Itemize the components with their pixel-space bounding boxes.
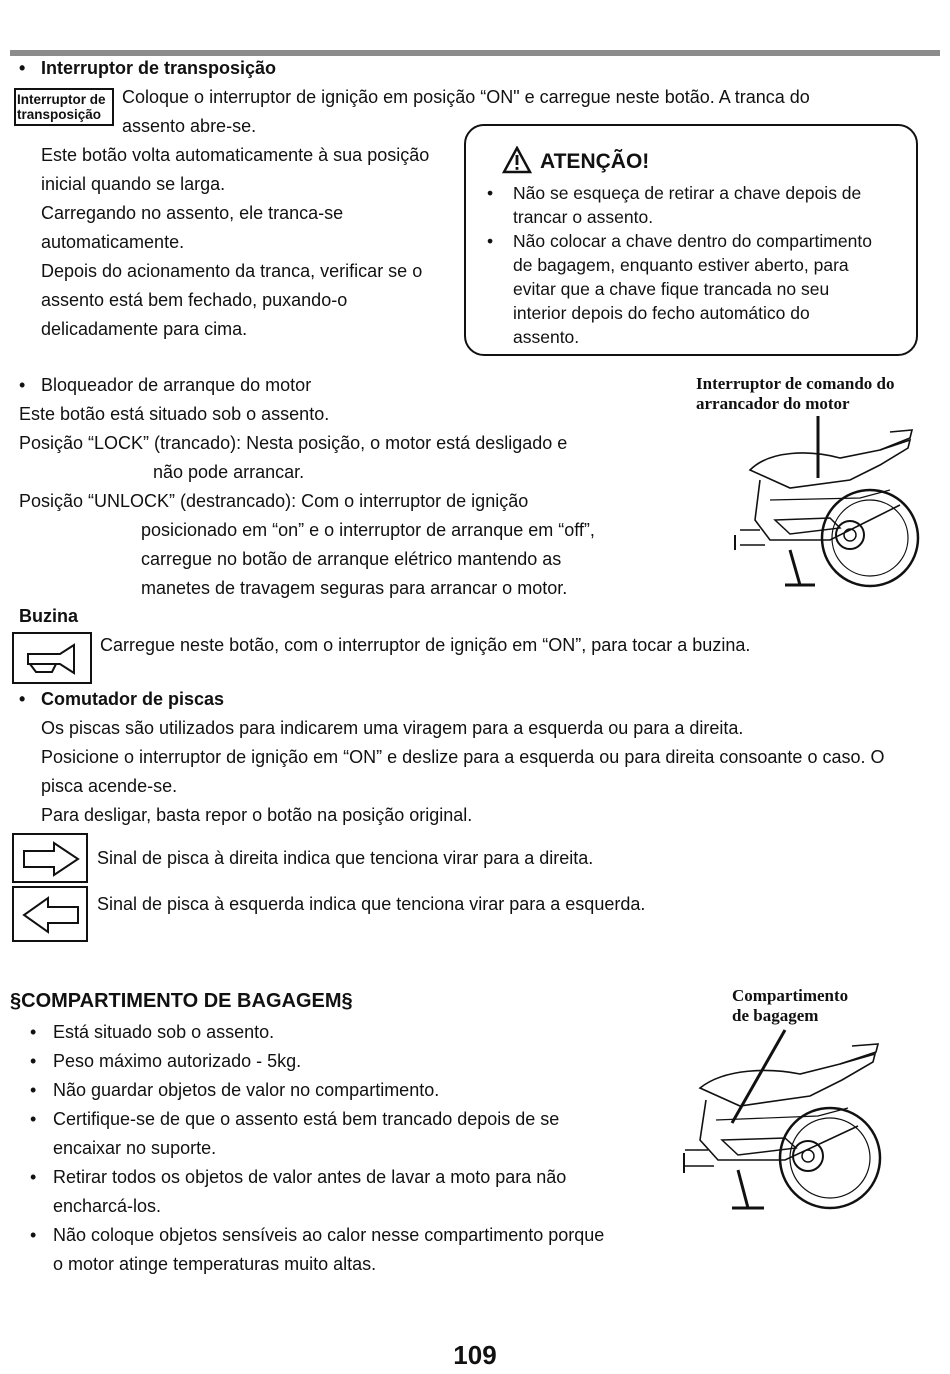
starter-figure-caption-1: Interruptor de comando do [696,374,895,393]
warning-line: Não colocar a chave dentro do compartimento [513,231,872,251]
text-line: Para desligar, basta repor o botão na posição original. [41,805,473,825]
text-line: Carregando no assento, ele tranca-se [41,203,344,223]
text-line: pisca acende-se. [41,776,178,796]
horn-heading: Buzina [19,606,79,626]
warning-bullet: • [487,183,494,203]
luggage-bullet: • [30,1080,37,1100]
warning-line: Não se esqueça de retirar a chave depois de [513,183,862,203]
text-line: manetes de travagem seguras para arrancar o motor. [141,578,568,598]
warning-title: ATENÇÃO! [540,150,650,173]
left-arrow-icon-box [12,886,88,942]
text-line: Coloque o interruptor de ignição em posição “ON" e carregue neste botão. A tranca do [122,87,810,107]
text-line: Os piscas são utilizados para indicarem uma viragem para a esquerda ou para a direita. [41,718,744,738]
luggage-item: encharcá-los. [53,1196,162,1216]
luggage-figure-caption-2: de bagagem [732,1006,819,1025]
luggage-item: Peso máximo autorizado - 5kg. [53,1051,302,1071]
right-arrow-icon-box [12,833,88,883]
page-number: 109 [453,1340,497,1370]
warning-line: evitar que a chave fique trancada no seu [513,279,830,299]
warning-line: trancar o assento. [513,207,654,227]
text-line: assento abre-se. [122,116,257,136]
luggage-item: encaixar no suporte. [53,1138,217,1158]
horn-text: Carregue neste botão, com o interruptor de ignição em “ON”, para tocar a buzina. [100,635,751,655]
luggage-heading: §COMPARTIMENTO DE BAGAGEM§ [10,990,353,1012]
left-arrow-icon [22,896,80,934]
right-signal-text: Sinal de pisca à direita indica que tenciona virar para a direita. [97,848,594,868]
luggage-bullet: • [30,1167,37,1187]
luggage-bullet: • [30,1109,37,1129]
luggage-item: Retirar todos os objetos de valor antes de lavar a moto para não [53,1167,567,1187]
label-line-2: transposição [17,107,102,122]
text-line: inicial quando se larga. [41,174,226,194]
luggage-bullet: • [30,1022,37,1042]
luggage-scooter-illustration [680,1028,900,1218]
text-line: automaticamente. [41,232,185,252]
text-line: Posição “LOCK” (trancado): Nesta posição, o motor está desligado e [19,433,568,453]
text-line: Posicione o interruptor de ignição em “ON” e deslize para a esquerda ou para direita consoante o caso. O [41,747,885,767]
turn-heading: • Comutador de piscas [41,689,224,710]
luggage-item: Não coloque objetos sensíveis ao calor nesse compartimento porque [53,1225,605,1245]
label-line-1: Interruptor de [17,92,106,107]
text-line: Posição “UNLOCK” (destrancado): Com o interruptor de ignição [19,491,529,511]
ignition-lock-label-box [14,88,114,126]
scooter-illustration [730,410,945,595]
warning-line: assento. [513,327,580,347]
top-rule [10,50,940,56]
luggage-item: Não guardar objetos de valor no compartimento. [53,1080,440,1100]
luggage-bullet: • [30,1051,37,1071]
left-signal-text: Sinal de pisca à esquerda indica que tenciona virar para a esquerda. [97,894,646,914]
luggage-item: Está situado sob o assento. [53,1022,275,1042]
text-line: assento está bem fechado, puxando-o [41,290,348,310]
warning-line: interior depois do fecho automático do [513,303,810,323]
text-line: delicadamente para cima. [41,319,248,339]
right-arrow-icon [22,841,80,877]
starter-figure-caption-2: arrancador do motor [696,394,850,413]
text-line: não pode arrancar. [153,462,305,482]
text-line: Este botão está situado sob o assento. [19,404,330,424]
luggage-bullet: • [30,1225,37,1245]
warning-triangle-icon [502,146,532,174]
luggage-figure-caption-1: Compartimento [732,986,849,1005]
horn-icon [24,642,82,676]
warning-line: de bagagem, enquanto estiver aberto, para [513,255,849,275]
text-line: Este botão volta automaticamente à sua posição [41,145,430,165]
text-line: posicionado em “on” e o interruptor de arranque em “off”, [141,520,595,540]
starter-heading: • Bloqueador de arranque do motor [41,375,311,396]
text-line: carregue no botão de arranque elétrico mantendo as [141,549,562,569]
ignition-lock-heading: • Interruptor de transposição [41,58,276,79]
luggage-item: o motor atinge temperaturas muito altas. [53,1254,377,1274]
text-line: Depois do acionamento da tranca, verificar se o [41,261,423,281]
warning-bullet: • [487,231,494,251]
horn-icon-box [12,632,92,684]
luggage-item: Certifique-se de que o assento está bem trancado depois de se [53,1109,560,1129]
